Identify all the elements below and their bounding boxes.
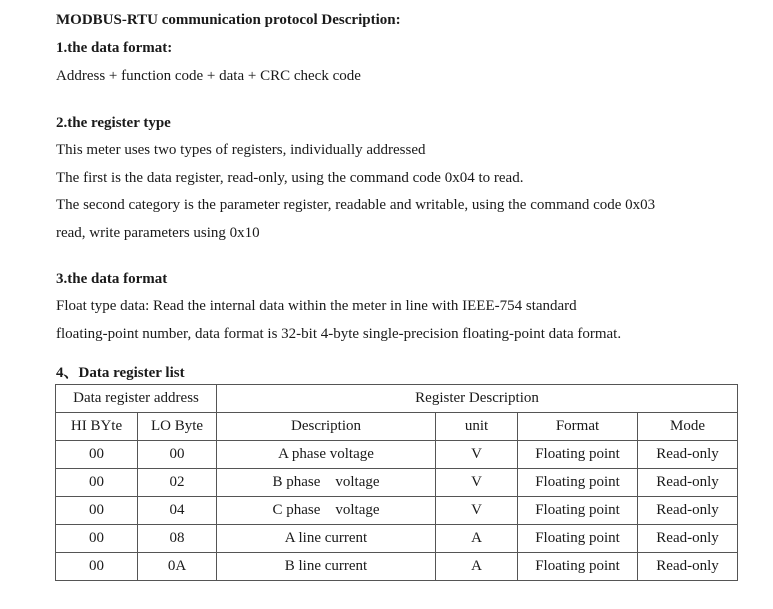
data-register-table [55, 384, 738, 581]
table-row [56, 469, 738, 497]
section-4-heading: 4、Data register list [56, 365, 185, 381]
column-header-description: Description [217, 413, 436, 441]
cell-format: Floating point [518, 469, 638, 497]
header-register-address: Data register address [56, 385, 217, 413]
column-header-lo-byte: LO Byte [138, 413, 217, 441]
cell-mode: Read-only [638, 497, 738, 525]
cell-lo-byte: 0A [138, 553, 217, 581]
section-3-line-1: Float type data: Read the internal data within the meter in line with IEEE-754 standard [56, 298, 577, 314]
table-row [56, 497, 738, 525]
cell-mode: Read-only [638, 469, 738, 497]
cell-unit: A [436, 525, 518, 553]
cell-lo-byte: 08 [138, 525, 217, 553]
cell-description: B line current [217, 553, 436, 581]
cell-hi-byte: 00 [56, 497, 138, 525]
cell-unit: A [436, 553, 518, 581]
table-column-header-row [56, 413, 738, 441]
section-1-heading: 1.the data format: [56, 40, 173, 56]
cell-lo-byte: 00 [138, 441, 217, 469]
cell-format: Floating point [518, 553, 638, 581]
document-title: MODBUS-RTU communication protocol Description: [56, 12, 401, 28]
cell-hi-byte: 00 [56, 525, 138, 553]
cell-lo-byte: 02 [138, 469, 217, 497]
cell-mode: Read-only [638, 553, 738, 581]
section-1-text: Address + function code + data + CRC check code [56, 68, 361, 84]
cell-unit: V [436, 441, 518, 469]
cell-unit: V [436, 497, 518, 525]
cell-hi-byte: 00 [56, 553, 138, 581]
section-3-line-2: floating-point number, data format is 32-bit 4-byte single-precision floating-point data format. [56, 326, 622, 342]
cell-mode: Read-only [638, 525, 738, 553]
section-2-line-3: The second category is the parameter register, readable and writable, using the command code 0x03 [56, 197, 656, 213]
column-header-format: Format [518, 413, 638, 441]
cell-hi-byte: 00 [56, 441, 138, 469]
section-2-line-1: This meter uses two types of registers, individually addressed [56, 142, 426, 158]
section-2-line-4: read, write parameters using 0x10 [56, 225, 260, 241]
cell-mode: Read-only [638, 441, 738, 469]
column-header-unit: unit [436, 413, 518, 441]
cell-lo-byte: 04 [138, 497, 217, 525]
header-register-description: Register Description [217, 385, 738, 413]
cell-unit: V [436, 469, 518, 497]
section-2-heading: 2.the register type [56, 115, 171, 131]
cell-hi-byte: 00 [56, 469, 138, 497]
table-row [56, 525, 738, 553]
cell-format: Floating point [518, 525, 638, 553]
cell-format: Floating point [518, 441, 638, 469]
cell-description: B phase voltage [217, 469, 436, 497]
table-row [56, 553, 738, 581]
section-3-heading: 3.the data format [56, 271, 168, 287]
cell-description: A line current [217, 525, 436, 553]
cell-description: A phase voltage [217, 441, 436, 469]
table-group-header-row [56, 385, 738, 413]
table-row [56, 441, 738, 469]
column-header-mode: Mode [638, 413, 738, 441]
section-2-line-2: The first is the data register, read-only, using the command code 0x04 to read. [56, 170, 524, 186]
cell-description: C phase voltage [217, 497, 436, 525]
cell-format: Floating point [518, 497, 638, 525]
column-header-hi-byte: HI BYte [56, 413, 138, 441]
